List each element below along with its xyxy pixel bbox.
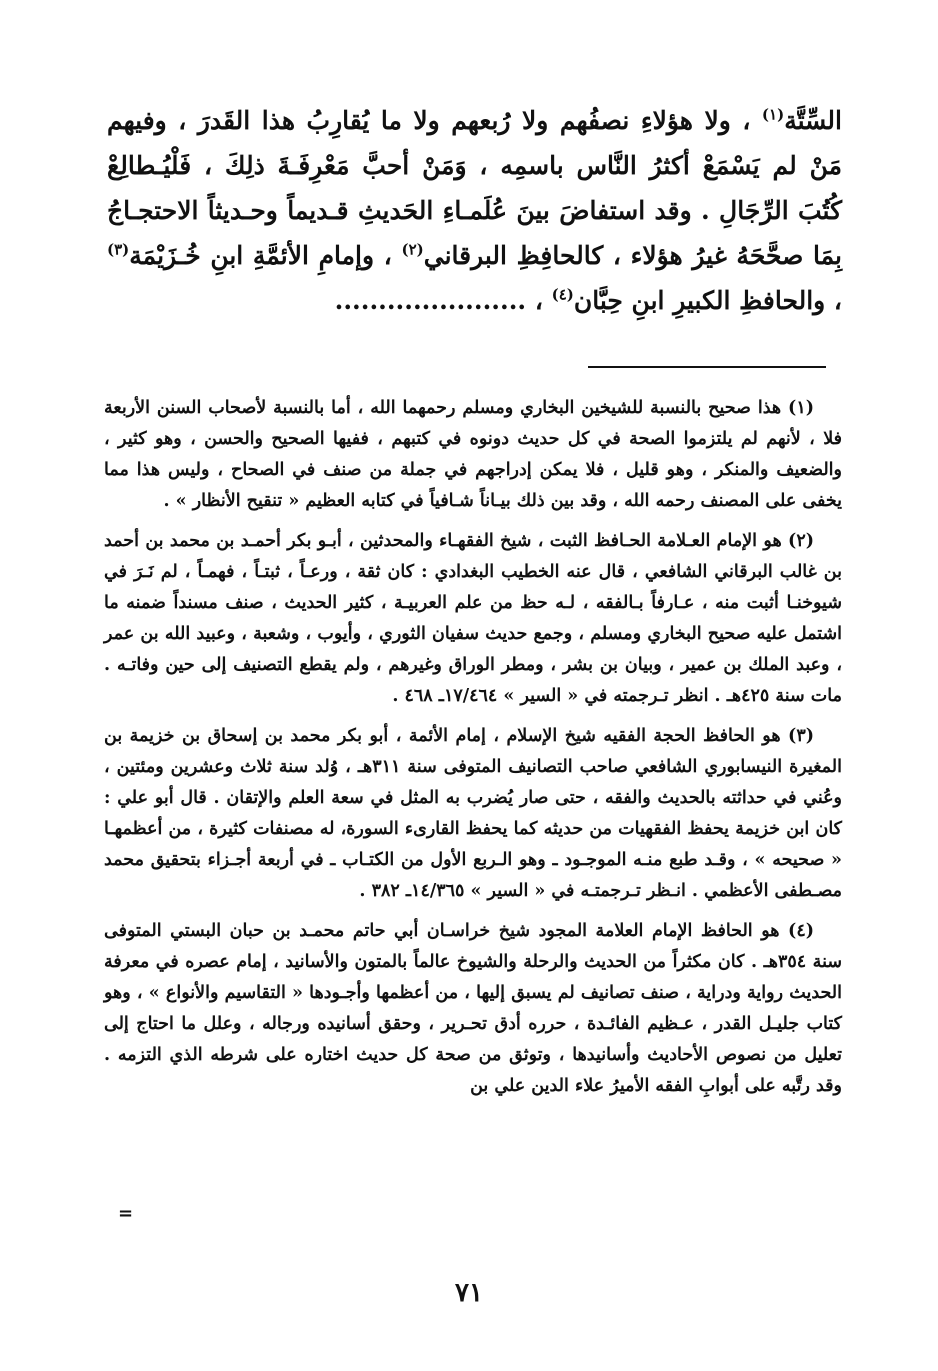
main-text — [107, 98, 842, 323]
footnote-1: (١) هذا صحيح بالنسبة للشيخين البخاري ومسلم رحمهما الله ، أما بالنسبة لأصحاب السنن الأربعة فلا ، لأنهم لم يلتزموا الصحة في كل حديث دونوه في كتبهم ، ففيها الصحيح والحسن ، وهو كثير ، والضعيف والمنكر ، وهو قليل ، فلا يمكن إدراجهم في جملة من صنف في الصحاح ، وليس هذا مما يخفى على المصنف رحمه الله ، وقد بين ذلك بيـاناً شـافياً في كتابه العظيم « تنقيح الأنظار » . — [104, 398, 842, 511]
main-text-run: ، وإمامِ الأئمَّةِ ابنِ خُـزَيْمَة — [129, 241, 402, 270]
footnote-reference-2: (٢) — [401, 240, 424, 259]
footnotes — [104, 393, 842, 1111]
footnote-reference-1: (١) — [761, 105, 785, 124]
page-number: ٧١ — [455, 1278, 483, 1308]
main-paragraph — [107, 98, 842, 323]
footnote-reference-3: (٣) — [107, 240, 130, 259]
main-text-run: ، والحافظِ الكبيرِ ابنِ حِبَّان — [573, 286, 842, 315]
main-text-run: ، — [526, 286, 552, 315]
footnote-reference-4: (٤) — [551, 285, 574, 304]
main-text-run: ، ولا هؤلاءِ نصفُهم ولا رُبعهم ولا ما يُقارِبُ هذا القَدرَ ، وفيهم مَنْ لم يَسْمَعْ أكثرُ النَّاس باسمِه ، وَمَنْ أحبَّ مَعْرِفَـةَ ذلِكَ ، فَلْيُـطالِعْ كُتُبَ الرِّجَالِ . وقد استفاضَ بينَ عُلَمـاءِ الحَديثِ قـديماً وحـديثاً الاحتجـاجُ بِمَا صحَّحَهُ غيرُ هؤلاء ، كالحافِظِ البرقاني — [107, 106, 842, 270]
main-text-run: السِّتَّة — [784, 106, 842, 135]
footnote-2: (٢) هو الإمام العـلامة الحـافظ الثبت ، شيخ الفقهـاء والمحدثين ، أبـو بكر أحمـد بن محمد بن أحمد بن غالب البرقاني الشافعي ، قال عنه الخطيب البغدادي : كان ثقة ، ورعـاً ، ثبتـاً ، فهمـاً ، لم نَـرَ في شيوخنـا أثبت منه ، عـارفاً بـالفقه ، لـه حظ من علم العربيـة ، كثير الحديث ، صنف مسنداً ضمنه ما اشتمل عليه صحيح البخاري ومسلم ، وجمع حديث سفيان الثوري ، وأيوب ، وشعبة ، وعبيد الله بن عمر ، وعبد الملك بن عمير ، وبيان بن بشر ، ومطر الوراق وغيرهم ، ولم يقطع التصنيف إلى حين وفاتـه . مات سنة ٤٢٥هـ . انظر تـرجمته في « السير » ١٧/٤٦٤ـ ٤٦٨ . — [104, 531, 842, 706]
footnote-3: (٣) هو الحافظ الحجة الفقيه شيخ الإسلام ، إمام الأئمة ، أبو بكر محمد بن إسحاق بن خزيمة بن المغيرة النيسابوري الشافعي صاحب التصانيف المتوفى سنة ٣١١هـ ، وُلد سنة ثلاث وعشرين ومئتين ، وعُني في حداثته بالحديث والفقه ، حتى صار يُضرب به المثل في سعة العلم والإتقان . قال أبو علي : كان ابن خزيمة يحفظ الفقهيات من حديثه كما يحفظ القارىء السورة، له مصنفات كثيرة ، من أعظمهـا « صحيحه » ، وقـد طبع منـه الموجـود ـ وهو الـربع الأول من الكتـاب ـ في أربعة أجـزاء بتحقيق محمد مصـطفى الأعظمي . انـظر تـرجمتـه في « السير » ١٤/٣٦٥ـ ٣٨٢ . — [104, 726, 842, 901]
footnote-separator — [588, 366, 826, 368]
footnote-4: (٤) هو الحافظ الإمام العلامة المجود شيخ خراسـان أبي حاتم محمـد بن حبان البستي المتوفى سنة ٣٥٤هـ . كان مكثراً من الحديث والرحلة والشيوخ عالماً بالمتون والأسانيد ، إمام عصره في معرفة الحديث رواية ودراية ، صنف تصانيف لم يسبق إليها ، من أعظمها وأجـودها « التقاسيم والأنواع » ، وهو كتاب جليـل القدر ، عـظيم الفائـدة ، حرره أدق تحـرير ، وحقق أسانيده ورجاله ، وعلل ما احتاج إلى تعليل من نصوص الأحاديث وأسانيدها ، وتوثق من صحة كل حديث اختاره على شرطه الذي التزمه . وقد رتَّبه على أبوابِ الفقه الأميرُ علاء الدين علي بن — [104, 921, 843, 1096]
ellipsis: ...................... — [334, 286, 527, 315]
continuation-mark: = — [118, 1203, 134, 1224]
